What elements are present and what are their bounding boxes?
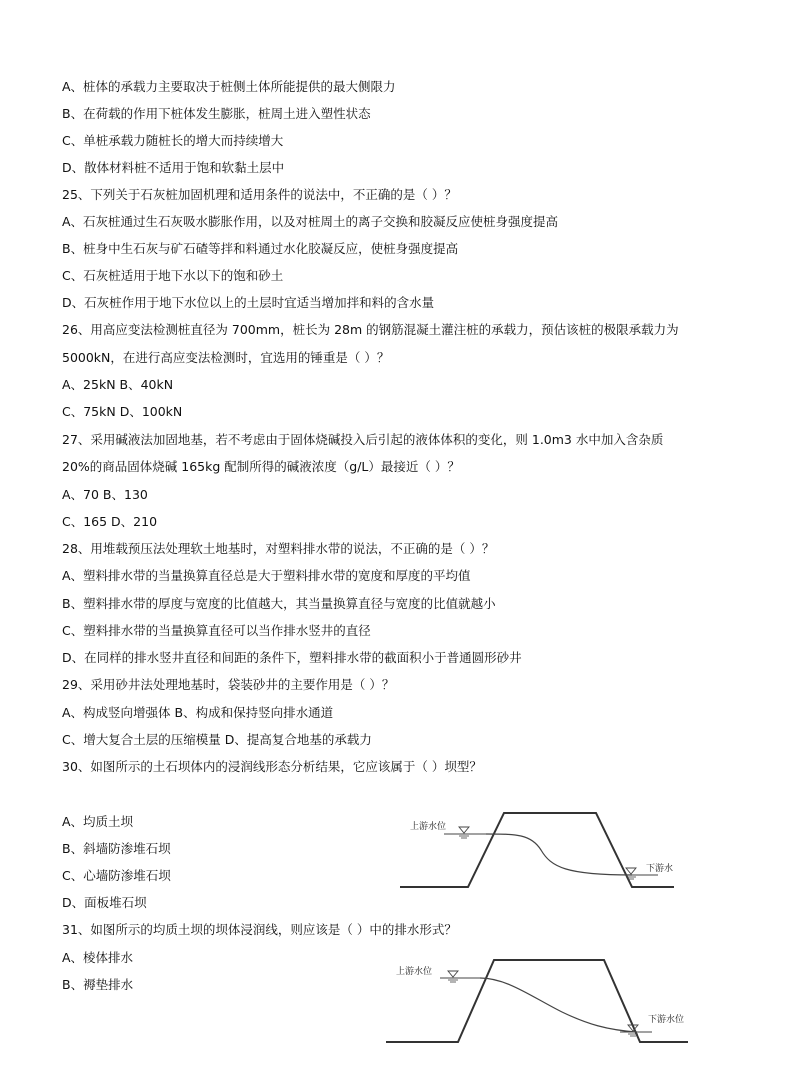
text-line: D、面板堆石坝	[62, 895, 147, 910]
downstream-water-label: 下游水	[646, 864, 674, 874]
downstream-water-level-label: 下游水位	[648, 1015, 685, 1025]
phreatic-line	[480, 978, 637, 1032]
question-28: 28、用堆载预压法处理软土地基时，对塑料排水带的说法，不正确的是（ ）？	[62, 541, 495, 556]
text-line: A、构成竖向增强体 B、构成和保持竖向排水通道	[62, 705, 334, 720]
text-line: C、塑料排水带的当量换算直径可以当作排水竖井的直径	[62, 623, 371, 638]
question-26: 26、用高应变法检测桩直径为 700mm，桩长为 28m 的钢筋混凝土灌注桩的承载力，预估该桩的极限承载力为	[62, 322, 679, 337]
text-line: C、单桩承载力随桩长的增大而持续增大	[62, 133, 284, 148]
text-line: B、塑料排水带的厚度与宽度的比值越大，其当量换算直径与宽度的比值就越小	[62, 596, 496, 611]
question-27: 27、采用碱液法加固地基，若不考虑由于固体烧碱投入后引起的液体体积的变化，则 1.0m3 水中加入含杂质	[62, 432, 664, 447]
text-line: 5000kN，在进行高应变法检测时，宜选用的锤重是（ ）？	[62, 350, 390, 365]
upstream-water-level-icon	[448, 971, 458, 977]
text-line: B、在荷载的作用下桩体发生膨胀，桩周土进入塑性状态	[62, 106, 371, 121]
text-line: D、石灰桩作用于地下水位以上的土层时宜适当增加拌和料的含水量	[62, 295, 435, 310]
dam-seepage-figure-q30	[396, 805, 678, 895]
text-line: C、165 D、210	[62, 514, 158, 529]
text-line: C、石灰桩适用于地下水以下的饱和砂土	[62, 268, 284, 283]
upstream-water-level-label: 上游水位	[396, 967, 433, 977]
text-line: 20%的商品固体烧碱 165kg 配制所得的碱液浓度（g/L）最接近（ ）？	[62, 459, 460, 474]
upstream-water-level-label: 上游水位	[410, 822, 447, 832]
text-line: A、70 B、130	[62, 487, 148, 502]
text-line: C、心墙防渗堆石坝	[62, 868, 171, 883]
question-31: 31、如图所示的均质土坝的坝体浸润线，则应该是（ ）中的排水形式？	[62, 922, 457, 937]
text-line: A、桩体的承载力主要取决于桩侧土体所能提供的最大侧限力	[62, 79, 396, 94]
dam-seepage-figure-q31	[382, 952, 694, 1050]
text-line: A、25kN B、40kN	[62, 377, 174, 392]
text-line: B、桩身中生石灰与矿石碴等拌和料通过水化胶凝反应，使桩身强度提高	[62, 241, 459, 256]
question-29: 29、采用砂井法处理地基时，袋装砂井的主要作用是（ ）？	[62, 677, 395, 692]
text-line: B、褥垫排水	[62, 977, 134, 992]
downstream-water-level-icon	[626, 868, 636, 874]
question-25: 25、下列关于石灰桩加固机理和适用条件的说法中，不正确的是（ ）？	[62, 187, 457, 202]
text-line: A、均质土坝	[62, 814, 134, 829]
question-30: 30、如图所示的土石坝体内的浸润线形态分析结果，它应该属于（ ）坝型？	[62, 759, 482, 774]
upstream-water-level-icon	[459, 827, 469, 833]
text-line: C、75kN D、100kN	[62, 404, 183, 419]
text-line: B、斜墙防渗堆石坝	[62, 841, 171, 856]
text-line: A、塑料排水带的当量换算直径总是大于塑料排水带的宽度和厚度的平均值	[62, 568, 471, 583]
text-line: A、石灰桩通过生石灰吸水膨胀作用，以及对桩周土的离子交换和胶凝反应使桩身强度提高	[62, 214, 559, 229]
text-line: A、棱体排水	[62, 950, 134, 965]
text-line: C、增大复合土层的压缩模量 D、提高复合地基的承载力	[62, 732, 372, 747]
text-line: D、散体材料桩不适用于饱和软黏土层中	[62, 160, 285, 175]
text-line: D、在同样的排水竖井直径和间距的条件下，塑料排水带的截面积小于普通圆形砂井	[62, 650, 522, 665]
